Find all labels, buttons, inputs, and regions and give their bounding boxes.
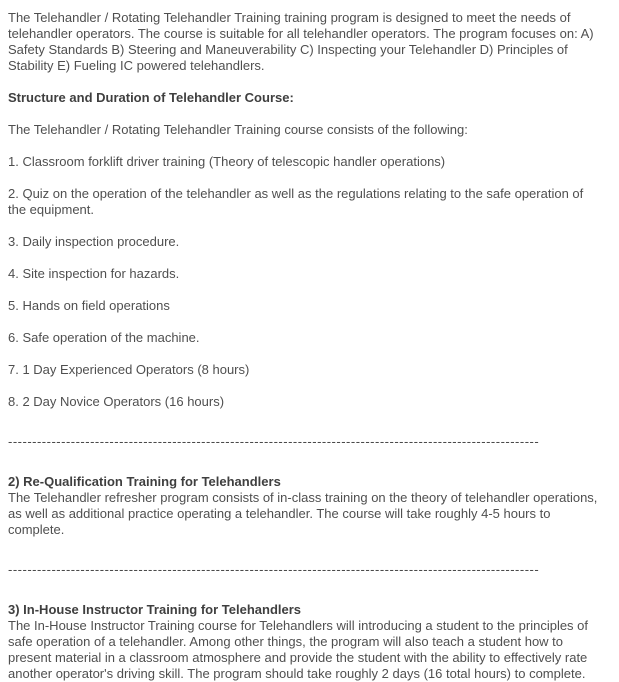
list-item: 4. Site inspection for hazards. (8, 266, 180, 281)
requalification-body: The Telehandler refresher program consists of in-class training on the theory of telehandler operations, as well as additional practice operating a telehandler. The course will take roughly 4-5 hours to complete. (8, 490, 598, 537)
inhouse-instructor-heading: 3) In-House Instructor Training for Telehandlers (8, 602, 302, 617)
dashed-divider: -------------------------------------------------------------------------------------------------------------- (8, 434, 540, 449)
inhouse-instructor-body: The In-House Instructor Training course for Telehandlers will introducing a student to the principles of safe operation of a telehandler. Among other things, the program will also teach a student how to present material in a classroom atmosphere and provide the student with the ability to effectively rate another operator's driving skill. The program should take roughly 2 days (16 total hours) to complete. (8, 618, 589, 681)
list-item: 7. 1 Day Experienced Operators (8 hours) (8, 362, 250, 377)
list-item: 5. Hands on field operations (8, 298, 170, 313)
requalification-section (8, 474, 599, 538)
dashed-divider: -------------------------------------------------------------------------------------------------------------- (8, 562, 540, 577)
intro-paragraph: The Telehandler / Rotating Telehandler Training training program is designed to meet the needs of telehandler operators. The course is suitable for all telehandler operators. The program focuses on: A) Safety Standards B) Steering and Maneuverability C) Inspecting your Telehandler D) Principles of Stability E) Fueling IC powered telehandlers. (8, 10, 594, 73)
structure-duration-heading: Structure and Duration of Telehandler Course: (8, 90, 294, 105)
list-item: 8. 2 Day Novice Operators (16 hours) (8, 394, 225, 409)
list-item: 2. Quiz on the operation of the telehandler as well as the regulations relating to the safe operation of the equipment. (8, 186, 584, 217)
inhouse-instructor-section (8, 602, 599, 682)
course-intro-paragraph: The Telehandler / Rotating Telehandler Training course consists of the following: (8, 122, 468, 137)
list-item: 1. Classroom forklift driver training (Theory of telescopic handler operations) (8, 154, 446, 169)
requalification-heading: 2) Re-Qualification Training for Telehandlers (8, 474, 281, 489)
list-item: 6. Safe operation of the machine. (8, 330, 200, 345)
list-item: 3. Daily inspection procedure. (8, 234, 180, 249)
